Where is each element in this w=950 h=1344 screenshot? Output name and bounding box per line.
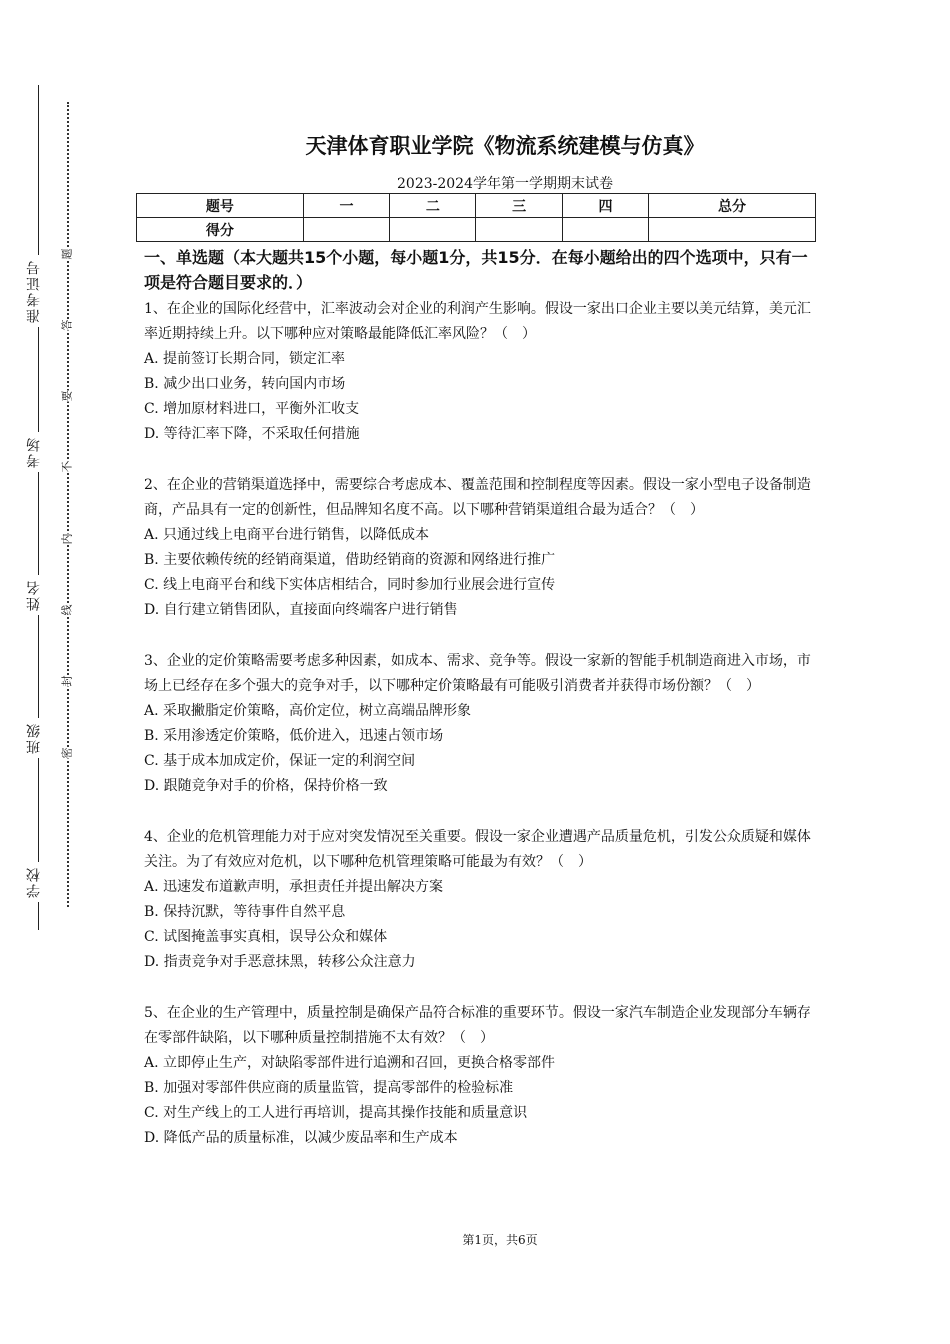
question-4	[144, 825, 812, 975]
option-d: D. 自行建立销售团队，直接面向终端客户进行销售	[144, 602, 458, 618]
option-d: D. 指责竞争对手恶意抹黑，转移公众注意力	[144, 954, 416, 970]
option-c: C. 试图掩盖事实真相，误导公众和媒体	[144, 929, 388, 945]
question-stem: 3、企业的定价策略需要考虑多种因素，如成本、需求、竞争等。假设一家新的智能手机制造商进入市场，市场上已经存在多个强大的竞争对手，以下哪种定价策略最有可能吸引消费者并获得市场份额？（ ）	[144, 653, 811, 694]
score-cell	[562, 218, 648, 242]
score-table	[136, 193, 816, 242]
exam-title: 天津体育职业学院《物流系统建模与仿真》	[305, 134, 705, 158]
score-cell: 二	[390, 194, 476, 218]
score-cell: 三	[476, 194, 562, 218]
question-2	[144, 473, 812, 623]
option-b: B. 加强对零部件供应商的质量监管，提高零部件的检验标准	[144, 1080, 514, 1096]
option-d: D. 降低产品的质量标准，以减少废品率和生产成本	[144, 1130, 458, 1146]
option-c: C. 基于成本加成定价，保证一定的利润空间	[144, 753, 416, 769]
score-cell	[476, 218, 562, 242]
page-number: 第1页，共6页	[462, 1233, 538, 1247]
score-cell	[303, 218, 389, 242]
question-stem: 4、企业的危机管理能力对于应对突发情况至关重要。假设一家企业遭遇产品质量危机，引发公众质疑和媒体关注。为了有效应对危机，以下哪种危机管理策略可能最为有效？（ ）	[144, 829, 811, 870]
option-a: A. 迅速发布道歉声明，承担责任并提出解决方案	[144, 879, 444, 895]
exam-room-label: 考场	[24, 432, 44, 472]
binding-margin	[0, 0, 90, 1344]
seal-char: 封	[56, 676, 78, 687]
option-a: A. 采取撇脂定价策略，高价定位，树立高端品牌形象	[144, 703, 472, 719]
score-cell: 题号	[137, 194, 304, 218]
exam-subtitle: 2023-2024学年第一学期期末试卷	[397, 176, 613, 192]
option-c: C. 线上电商平台和线下实体店相结合，同时参加行业展会进行宣传	[144, 577, 556, 593]
question-3	[144, 649, 812, 799]
option-c: C. 对生产线上的工人进行再培训，提高其操作技能和质量意识	[144, 1105, 528, 1121]
question-stem: 5、在企业的生产管理中，质量控制是确保产品符合标准的重要环节。假设一家汽车制造企业发现部分车辆存在零部件缺陷，以下哪种质量控制措施不太有效？（ ）	[144, 1005, 811, 1046]
score-cell: 四	[562, 194, 648, 218]
score-cell: 总分	[649, 194, 816, 218]
section-heading: 一、单选题（本大题共15个小题，每小题1分，共15分．在每小题给出的四个选项中，只有一项是符合题目要求的．）	[144, 248, 808, 292]
seal-char: 题	[56, 249, 78, 260]
score-table-score-row	[137, 218, 816, 242]
question-5	[144, 1001, 812, 1151]
score-cell: 一	[303, 194, 389, 218]
question-stem: 1、在企业的国际化经营中，汇率波动会对企业的利润产生影响。假设一家出口企业主要以美元结算，美元汇率近期持续上升。以下哪种应对策略最能降低汇率风险？（ ）	[144, 301, 811, 342]
option-b: B. 主要依赖传统的经销商渠道，借助经销商的资源和网络进行推广	[144, 552, 556, 568]
seal-dotted-line	[67, 102, 69, 907]
score-cell	[390, 218, 476, 242]
score-cell	[649, 218, 816, 242]
option-d: D. 跟随竞争对手的价格，保持价格一致	[144, 778, 388, 794]
class-label: 班级	[24, 718, 44, 758]
seal-char: 线	[56, 605, 78, 616]
option-b: B. 采用渗透定价策略，低价进入，迅速占领市场	[144, 728, 444, 744]
exam-number-label: 准考证号	[24, 255, 44, 327]
question-stem: 2、在企业的营销渠道选择中，需要综合考虑成本、覆盖范围和控制程度等因素。假设一家小型电子设备制造商，产品具有一定的创新性，但品牌知名度不高。以下哪种营销渠道组合最为适合？（ ）	[144, 477, 811, 518]
exam-content	[144, 245, 812, 1151]
score-cell: 得分	[137, 218, 304, 242]
school-label: 学校	[24, 862, 44, 902]
option-d: D. 等待汇率下降，不采取任何措施	[144, 426, 360, 442]
score-table-header-row	[137, 194, 816, 218]
name-label: 姓名	[24, 575, 44, 615]
option-c: C. 增加原材料进口，平衡外汇收支	[144, 401, 360, 417]
option-b: B. 保持沉默，等待事件自然平息	[144, 904, 346, 920]
seal-char: 密	[56, 748, 78, 759]
option-a: A. 只通过线上电商平台进行销售，以降低成本	[144, 527, 430, 543]
option-a: A. 立即停止生产，对缺陷零部件进行追溯和召回，更换合格零部件	[144, 1055, 556, 1071]
seal-char: 不	[56, 462, 78, 473]
seal-char: 答	[56, 320, 78, 331]
option-b: B. 减少出口业务，转向国内市场	[144, 376, 346, 392]
seal-char: 内	[56, 534, 78, 545]
question-1	[144, 297, 812, 447]
binding-line	[38, 85, 39, 930]
seal-char: 要	[56, 391, 78, 402]
option-a: A. 提前签订长期合同，锁定汇率	[144, 351, 346, 367]
